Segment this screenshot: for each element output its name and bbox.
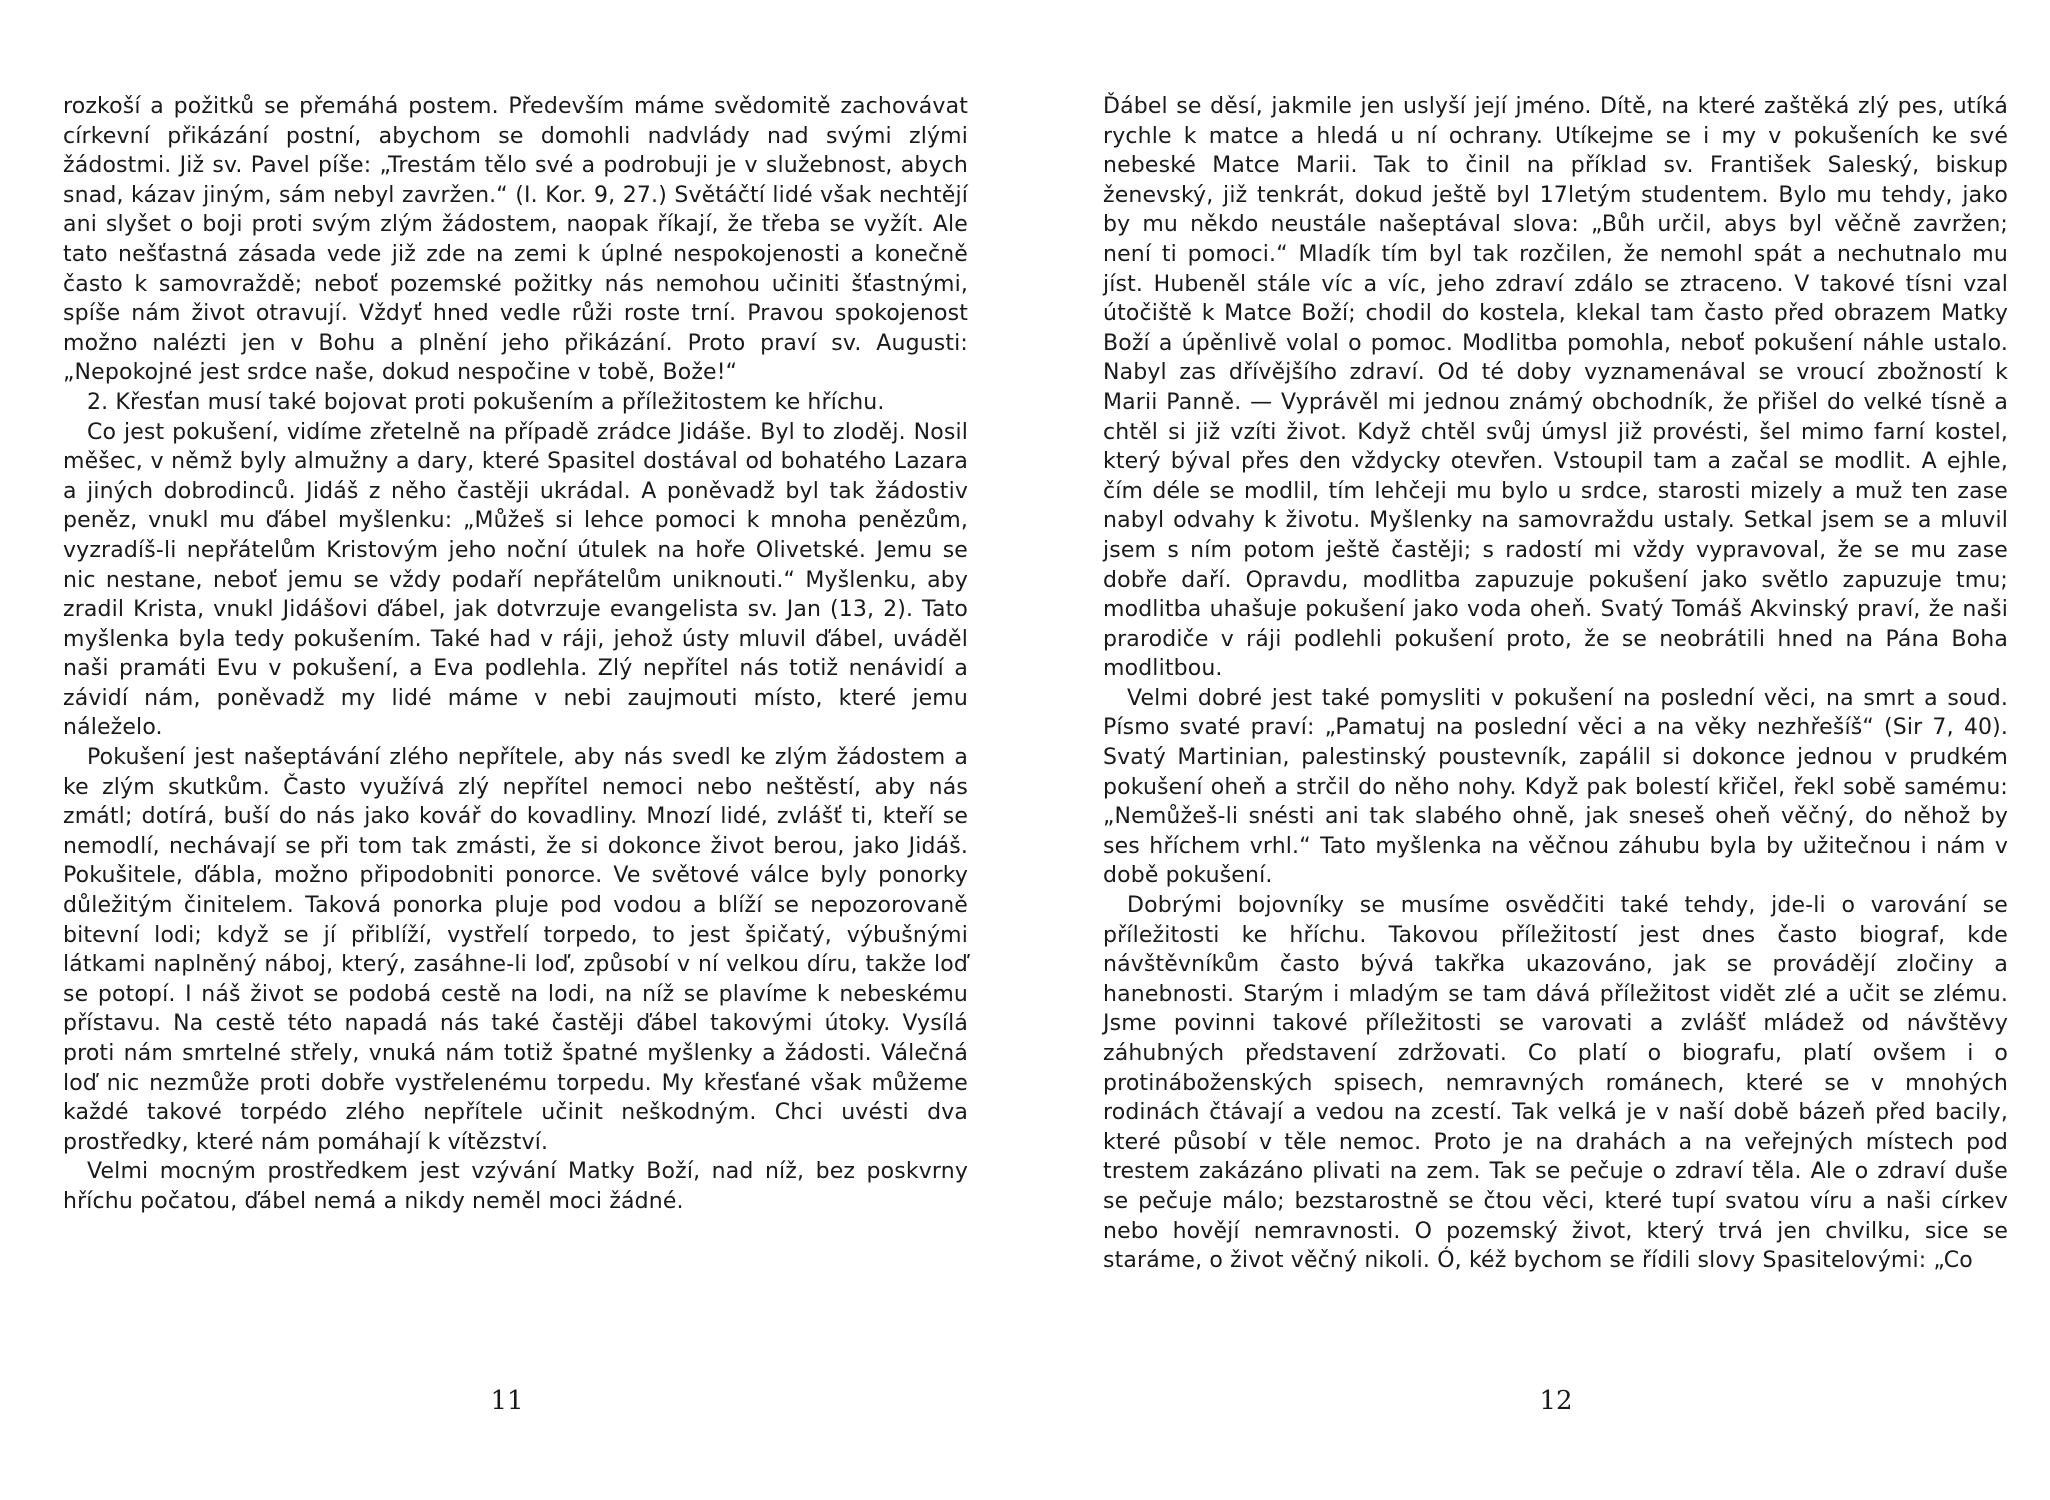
paragraph: Velmi dobré jest také pomysliti v pokušení na poslední věci, na smrt a soud. Písmo svaté praví: „Pamatuj na poslední věci a na věky nezhřešíš“ (Sir 7, 40). Svatý Martinian, palestinský poustevník, zapálil si dokonce jednou v prudkém pokušení oheň a strčil do něho nohy. Když pak bolestí křičel, řekl sobě samému: „Nemůžeš-li snésti ani tak slabého ohně, jak sneseš oheň věčný, do něhož by ses hříchem vrhl.“ Tato myšlenka na věčnou záhubu byla by užitečnou i nám v době pokušení. <box>1103 685 2008 889</box>
page-number: 12 <box>1539 1386 1573 1416</box>
paragraph: rozkoší a požitků se přemáhá postem. Především máme svědomitě zachovávat církevní přikázání postní, abychom se domohli nadvlády nad svými zlými žádostmi. Již sv. Pavel píše: „Trestám tělo své a podrobuji je v služebnost, abych snad, kázav jiným, sám nebyl zavržen.“ (I. Kor. 9, 27.) Světáčtí lidé však nechtějí ani slyšet o boji proti svým zlým žádostem, naopak říkají, že třeba se vyžít. Ale tato nešťastná zásada vede již zde na zemi k úplné nespokojenosti a konečně často k samovraždě; neboť pozemské požitky nás nemohou učiniti šťastnými, spíše nám život otravují. Vždyť hned vedle růži roste trní. Pravou spokojenost možno nalézti jen v Bohu a plnění jeho přikázání. Proto praví sv. Augusti: „Nepokojné jest srdce naše, dokud nespočine v tobě, Bože!“ <box>63 94 968 386</box>
paragraph: Pokušení jest našeptávání zlého nepřítele, aby nás svedl ke zlým žádostem a ke zlým skutkům. Často využívá zlý nepřítel nemoci nebo neštěstí, aby nás zmátl; dotírá, buší do nás jako kovář do kovadliny. Mnozí lidé, zvlášť ti, kteří se nemodlí, nechávají se při tom tak zmásti, že si dokonce život berou, jako Jidáš. Pokušitele, ďábla, možno připodobniti ponorce. Ve světové válce byly ponorky důležitým činitelem. Taková ponorka pluje pod vodou a blíží se nepozorovaně bitevní lodi; když se jí přiblíží, vystřelí torpedo, to jest špičatý, výbušnými látkami naplněný náboj, který, zasáhne-li loď, způsobí v ní velkou díru, takže loď se potopí. I náš život se podobá cestě na lodi, na níž se plavíme k nebeskému přístavu. Na cestě této napadá nás také častěji ďábel takovými útoky. Vysílá proti nám smrtelné střely, vnuká nám totiž špatné myšlenky a žádosti. Válečná loď nic nezmůže proti dobře vystřelenému torpedu. My křesťané však můžeme každé takové torpédo zlého nepřítele učinit neškodným. Chci uvésti dva prostředky, které nám pomáhají k vítězství. <box>63 745 968 1155</box>
paragraph: Ďábel se děsí, jakmile jen uslyší její jméno. Dítě, na které zaštěká zlý pes, utíká rychle k matce a hledá u ní ochrany. Utíkejme se i my v pokušeních ke své nebeské Matce Marii. Tak to činil na příklad sv. František Saleský, biskup ženevský, již tenkrát, dokud ještě byl 17letým studentem. Bylo mu tehdy, jako by mu někdo neustále našeptával slova: „Bůh určil, abys byl věčně zavržen; není ti pomoci.“ Mladík tím byl tak rozčilen, že nemohl spát a nechutnalo mu jíst. Hubeněl stále víc a víc, jeho zdraví zdálo se ztraceno. V takové tísni vzal útočiště k Matce Boží; chodil do kostela, klekal tam často před obrazem Matky Boží a úpěnlivě volal o pomoc. Modlitba pomohla, neboť pokušení náhle ustalo. Nabyl zas dřívějšího zdraví. Od té doby vyznamenával se vroucí zbožností k Marii Panně. — Vyprávěl mi jednou známý obchodník, že přišel do velké tísně a chtěl si již vzíti život. Když chtěl svůj úmysl již provésti, šel mimo farní kostel, který býval přes den vždycky otevřen. Vstoupil tam a začal se modlit. A ejhle, čím déle se modlil, tím lehčeji mu bylo u srdce, starosti mizely a muž ten zase nabyl odvahy k životu. Myšlenky na samovraždu ustaly. Setkal jsem se a mluvil jsem s ním potom ještě častěji; s radostí mi vždy vypravoval, že se mu zase dobře daří. Opravdu, modlitba zapuzuje pokušení jako světlo zapuzuje tmu; modlitba uhašuje pokušení jako voda oheň. Svatý Tomáš Akvinský praví, že naši prarodiče v ráji podlehli pokušení proto, že se neobrátili hned na Pána Boha modlitbou. <box>1103 94 2008 682</box>
paragraph: Velmi mocným prostředkem jest vzývání Matky Boží, nad níž, bez poskvrny hříchu počatou, ďábel nemá a nikdy neměl moci žádné. <box>63 1159 968 1214</box>
page-number: 11 <box>490 1386 524 1416</box>
section-heading: 2. Křesťan musí také bojovat proti pokušením a příležitostem ke hříchu. <box>87 389 885 415</box>
right-page <box>1103 92 2008 1276</box>
right-page-text <box>1103 92 2008 1276</box>
left-page <box>63 92 968 1217</box>
paragraph: Co jest pokušení, vidíme zřetelně na případě zrádce Jidáše. Byl to zloděj. Nosil měšec, v němž byly almužny a dary, které Spasitel dostával od bohatého Lazara a jiných dobrodinců. Jidáš z něho častěji ukrádal. A poněvadž byl tak žádostiv peněz, vnukl mu ďábel myšlenku: „Můžeš si lehce pomoci k mnoha penězům, vyzradíš-li nepřátelům Kristovým jeho noční útulek na hoře Olivetské. Jemu se nic nestane, neboť jemu se vždy podaří nepřátelům uniknouti.“ Myšlenku, aby zradil Krista, vnukl Jidášovi ďábel, jak dotvrzuje evangelista sv. Jan (13, 2). Tato myšlenka byla tedy pokušením. Také had v ráji, jehož ústy mluvil ďábel, uváděl naši pramáti Evu v pokušení, a Eva podlehla. Zlý nepřítel nás totiž nenávidí a závidí nám, poněvadž my lidé máme v nebi zaujmouti místo, které jemu náleželo. <box>63 419 968 741</box>
left-page-text <box>63 92 968 1217</box>
paragraph: Dobrými bojovníky se musíme osvědčiti také tehdy, jde-li o varování se příležitosti ke hříchu. Takovou příležitostí jest dnes často biograf, kde návštěvníkům často bývá takřka ukazováno, jak se provádějí zločiny a hanebnosti. Starým i mladým se tam dává příležitost vidět zlé a učit se zlému. Jsme povinni takové příležitosti se varovati a zvlášť mládež od návštěvy záhubných představení zdržovati. Co platí o biografu, platí ovšem i o protináboženských spisech, nemravných románech, které se v mnohých rodinách čtávají a vedou na zcestí. Tak velká je v naší době bázeň před bacily, které působí v těle nemoc. Proto je na drahách a na veřejných místech pod trestem zakázáno plivati na zem. Tak se pečuje o zdraví těla. Ale o zdraví duše se pečuje málo; bezstarostně se čtou věci, které tupí svatou víru a naši církev nebo hovějí nemravnosti. O pozemský život, který trvá jen chvilku, sice se staráme, o život věčný nikoli. Ó, kéž bychom se řídili slovy Spasitelovými: „Co <box>1103 893 2008 1274</box>
